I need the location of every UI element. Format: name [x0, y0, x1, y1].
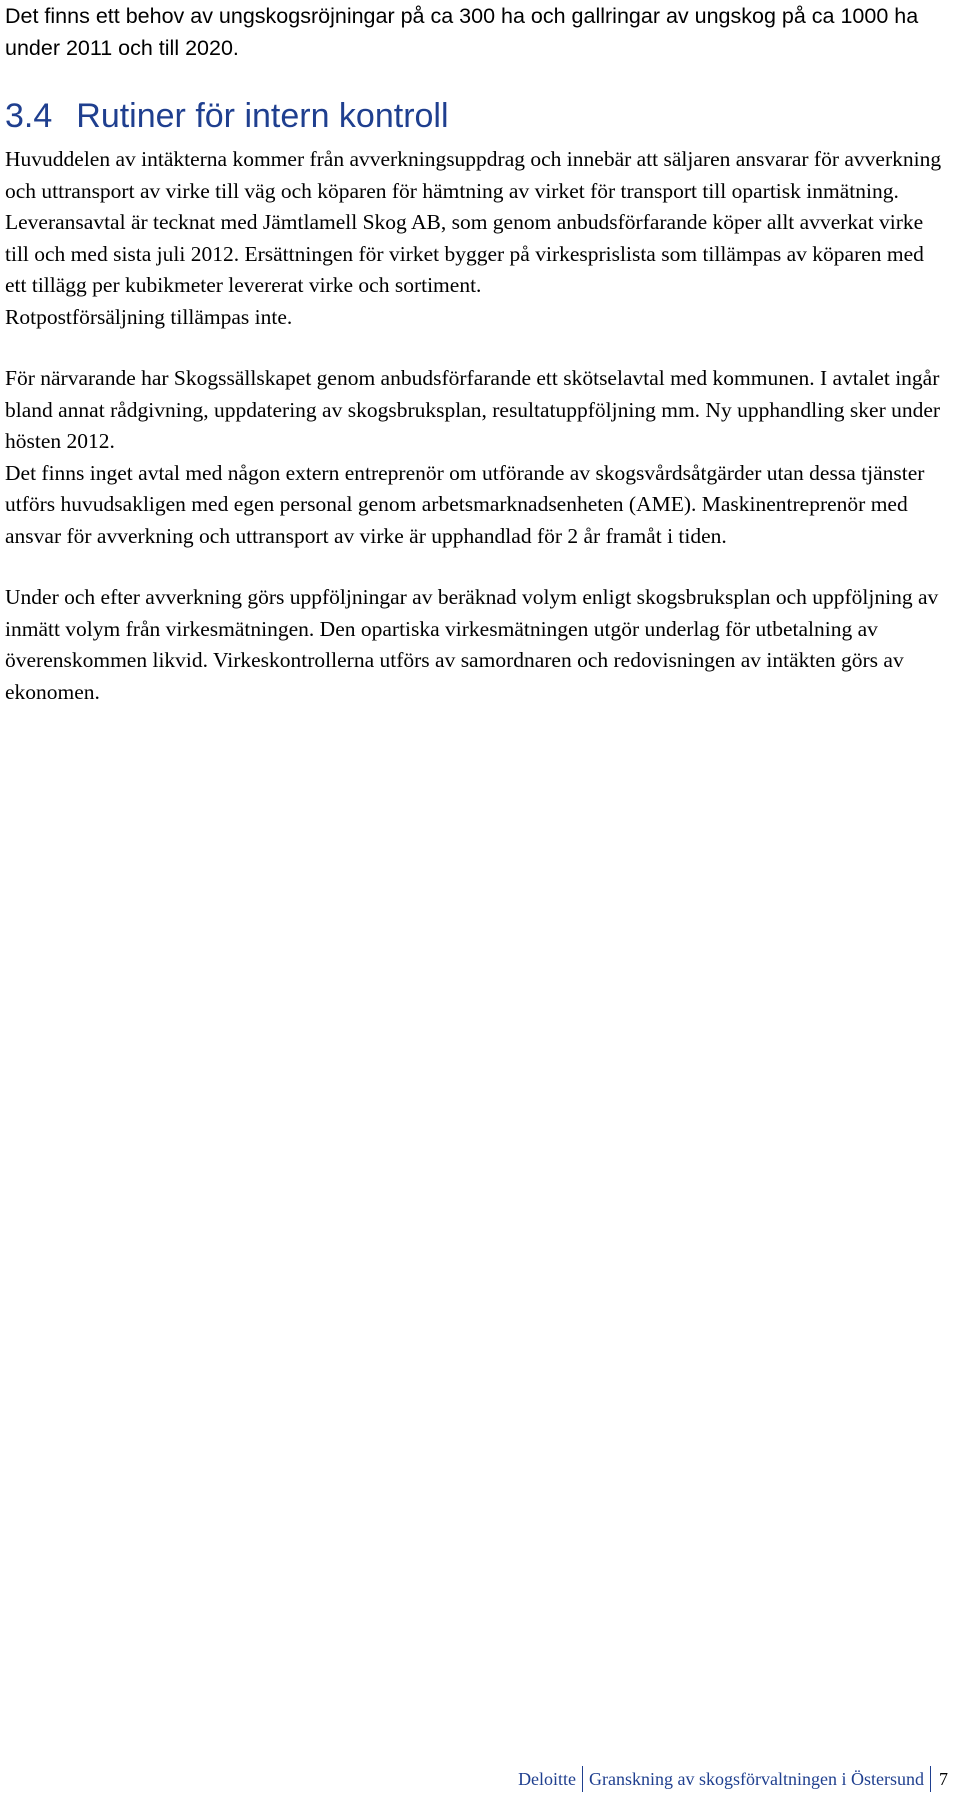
footer-report-title: Granskning av skogsförvaltningen i Östersund: [589, 1768, 924, 1789]
footer-company: Deloitte: [518, 1768, 577, 1789]
footer-divider: [582, 1766, 583, 1792]
footer-page-number: 7: [939, 1768, 948, 1789]
paragraph-income: Huvuddelen av intäkterna kommer från avverkningsuppdrag och innebär att säljaren ansvarar för avverkning och uttransport av virke till väg och köparen för hämtning av virket för transport till opartisk inmätning.: [5, 147, 942, 203]
section-heading: [5, 94, 950, 138]
intro-paragraph: Det finns ett behov av ungskogsröjningar på ca 300 ha och gallringar av ungskog på ca 1000 ha under 2011 och till 2020.: [5, 4, 919, 60]
paragraph-care-agreement: För närvarande har Skogssällskapet genom anbudsförfarande ett skötselavtal med kommunen. I avtalet ingår bland annat rådgivning, uppdatering av skogsbruksplan, resultatuppföljning mm. Ny upphandling sker under hösten 2012.: [5, 366, 941, 453]
paragraph-delivery-contract: Leveransavtal är tecknat med Jämtlamell Skog AB, som genom anbudsförfarande köper allt avverkat virke till och med sista juli 2012. Ersättningen för virket bygger på virkesprislista som tillämpas av köparen med ett tillägg per kubikmeter levererat virke och sortiment.: [5, 210, 924, 297]
section-number: 3.4: [5, 97, 53, 135]
page-footer: [518, 1765, 948, 1793]
paragraph-contractors: Det finns inget avtal med någon extern entreprenör om utförande av skogsvårdsåtgärder utan dessa tjänster utförs huvudsakligen med egen personal genom arbetsmarknadsenheten (AME). Maskinentreprenör med ansvar för avverkning och uttransport av virke är upphandlad för 2 år framåt i tiden.: [5, 460, 925, 548]
document-page: [5, 0, 950, 708]
paragraph-stumpage: Rotpostförsäljning tillämpas inte.: [5, 304, 293, 329]
paragraph-followup: Under och efter avverkning görs uppföljningar av beräknad volym enligt skogsbruksplan och uppföljning av inmätt volym från virkesmätningen. Den opartiska virkesmätningen utgör underlag för utbetalning av överenskommen likvid. Virkeskontrollerna utförs av samordnaren och redovisningen av intäkten görs av ekonomen.: [5, 585, 939, 704]
footer-divider: [930, 1766, 931, 1792]
section-title: Rutiner för intern kontroll: [76, 97, 449, 135]
